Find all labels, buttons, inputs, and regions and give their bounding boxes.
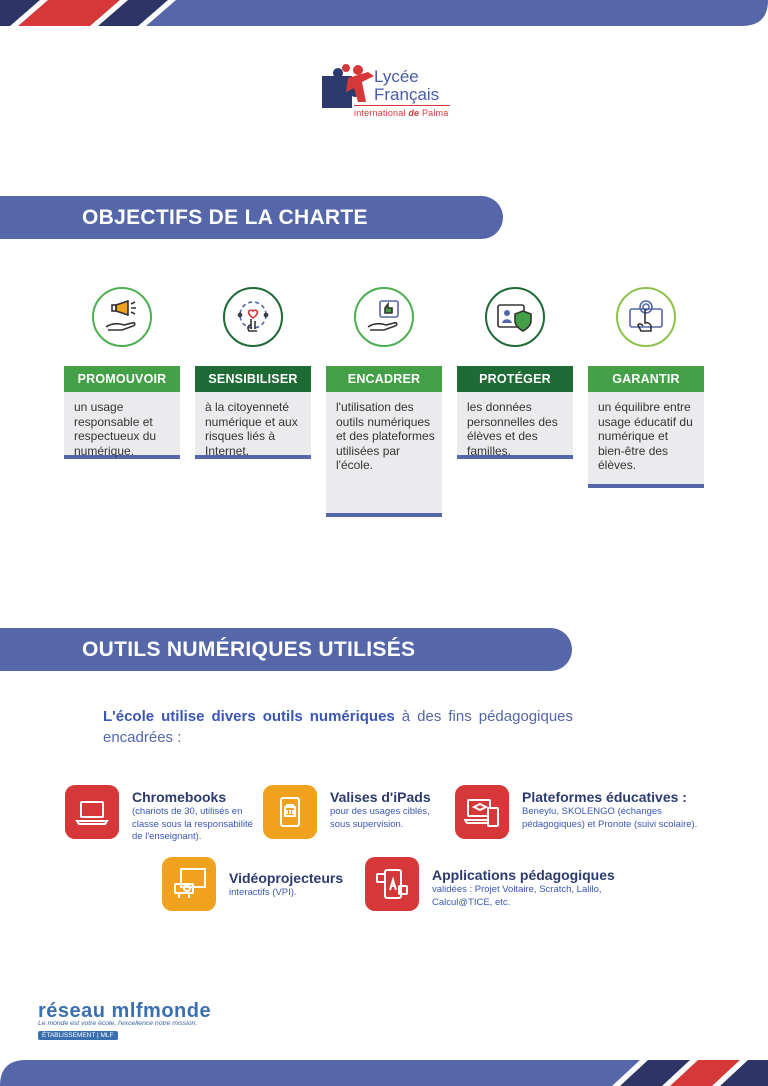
objective-head: PROTÉGER	[457, 366, 573, 392]
objective-head: GARANTIR	[588, 366, 704, 392]
tool-title: Applications pédagogiques	[432, 867, 615, 883]
touch-screen-icon	[626, 297, 666, 337]
tool-title: Plateformes éducatives :	[522, 789, 687, 805]
logo-subtitle: international de Palma	[354, 108, 449, 118]
graduation-laptop-icon	[464, 794, 500, 830]
tool-title: Chromebooks	[132, 789, 227, 805]
objective-text: un usage responsable et respectueux du numérique.	[64, 392, 180, 459]
objective-text: l'utilisation des outils numériques et des plateformes utilisées par l'école.	[326, 392, 442, 517]
tool-desc: validées : Projet Voltaire, Scratch, Lalilo, Calcul@TICE, etc.	[432, 884, 602, 908]
puzzle-logo-icon	[318, 62, 376, 110]
objective-head: SENSIBILISER	[195, 366, 311, 392]
projector-icon	[171, 866, 207, 902]
objective-head: PROMOUVOIR	[64, 366, 180, 392]
logo-line2: Français	[374, 85, 440, 104]
tablet-icon	[272, 794, 308, 830]
footer-tagline: Le monde est votre école, l'excellence notre mission.	[38, 1020, 198, 1027]
tool-title: Vidéoprojecteurs	[229, 870, 344, 886]
apps-phone-icon	[374, 866, 410, 902]
id-shield-icon	[495, 297, 535, 337]
footer-badge: ÉTABLISSEMENT | MLF	[38, 1031, 118, 1040]
logo-line1: Lycée	[374, 67, 419, 86]
objective-text: les données personnelles des élèves et des familles.	[457, 392, 573, 459]
laptop-icon	[74, 794, 110, 830]
objective-head: ENCADRER	[326, 366, 442, 392]
tool-title: Valises d'iPads	[330, 789, 431, 805]
tool-desc: Beneylu, SKOLENGO (échanges pédagogiques) et Pronote (suivi scolaire).	[522, 806, 698, 830]
objective-text: un équilibre entre usage éducatif du numérique et bien-être des élèves.	[588, 392, 704, 488]
tool-desc: pour des usages ciblés, sous supervision.	[330, 806, 430, 830]
thumbs-up-hand-icon	[364, 297, 404, 337]
logo-divider	[354, 105, 450, 106]
tools-intro: L'école utilise divers outils numériques à des fins pédagogiques encadrées :	[103, 708, 574, 746]
section-objectives-title: OBJECTIFS DE LA CHARTE	[0, 196, 503, 239]
bottom-decor-bar	[0, 1060, 768, 1086]
section-tools-title: OUTILS NUMÉRIQUES UTILISÉS	[0, 628, 572, 671]
tool-desc: interactifs (VPI).	[229, 887, 297, 898]
top-decor-bar	[0, 0, 768, 26]
tool-desc: (chariots de 30, utilisés en classe sous la responsabilité de l'enseignant).	[132, 806, 253, 842]
heart-hand-icon	[233, 297, 273, 337]
megaphone-hand-icon	[102, 297, 142, 337]
objective-text: à la citoyenneté numérique et aux risques liés à Internet.	[195, 392, 311, 459]
footer-network-name: réseau mlfmonde	[38, 1000, 212, 1022]
